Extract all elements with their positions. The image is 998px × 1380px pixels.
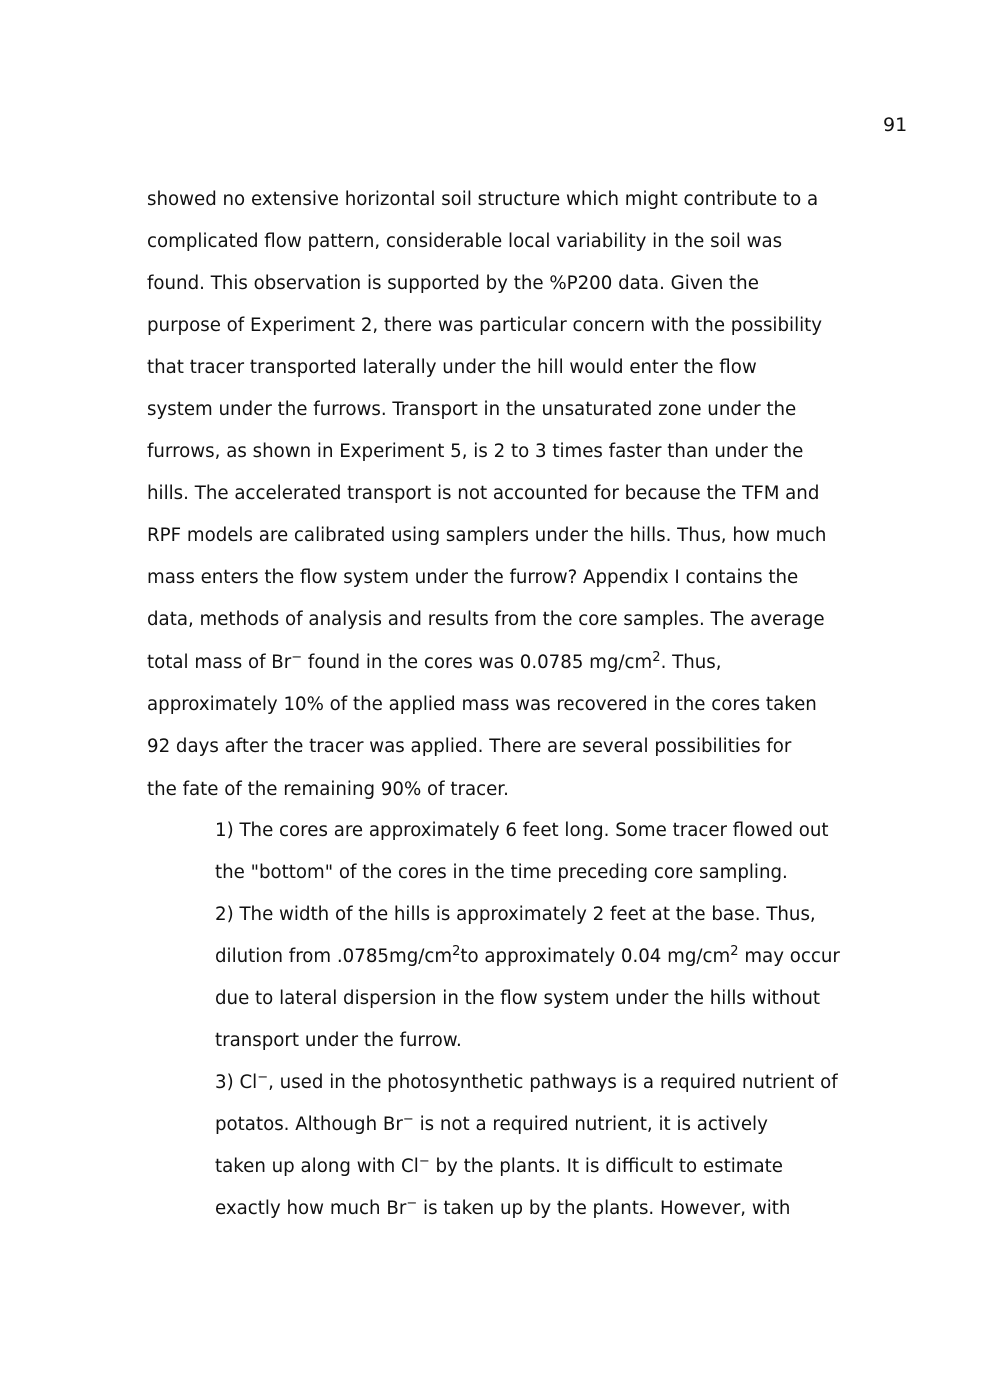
text-fragment: may occur <box>738 946 840 967</box>
text-line <box>215 1196 790 1222</box>
superscript: − <box>291 650 303 665</box>
superscript: − <box>402 1112 414 1127</box>
page-number: 91 <box>883 114 908 136</box>
text-line <box>215 1154 783 1180</box>
text-line: that tracer transported laterally under the hill would enter the flow <box>147 357 757 378</box>
text-line: the "bottom" of the cores in the time preceding core sampling. <box>215 862 788 883</box>
text-fragment: dilution from .0785mg/cm <box>215 946 453 967</box>
text-line <box>215 1112 768 1138</box>
text-line: 92 days after the tracer was applied. There are several possibilities for <box>147 736 792 757</box>
text-line: due to lateral dispersion in the flow system under the hills without <box>215 988 821 1009</box>
text-line <box>147 650 722 676</box>
text-line: transport under the furrow. <box>215 1030 462 1051</box>
superscript: 2 <box>730 944 739 959</box>
superscript: − <box>406 1196 418 1211</box>
text-fragment: taken up along with Cl <box>215 1156 419 1177</box>
text-line <box>215 1070 838 1096</box>
superscript: − <box>418 1154 430 1169</box>
text-fragment: . Thus, <box>660 652 722 673</box>
text-fragment: , used in the photosynthetic pathways is a required nutrient of <box>268 1072 838 1093</box>
superscript: 2 <box>652 650 661 665</box>
text-line: system under the furrows. Transport in the unsaturated zone under the <box>147 399 797 420</box>
text-line: found. This observation is supported by the %P200 data. Given the <box>147 273 759 294</box>
text-line: hills. The accelerated transport is not accounted for because the TFM and <box>147 483 820 504</box>
text-line: RPF models are calibrated using samplers under the hills. Thus, how much <box>147 525 827 546</box>
superscript: − <box>257 1070 269 1085</box>
text-fragment: by the plants. It is difficult to estimate <box>429 1156 783 1177</box>
text-fragment: exactly how much Br <box>215 1198 407 1219</box>
text-line: showed no extensive horizontal soil structure which might contribute to a <box>147 189 819 210</box>
text-line: complicated flow pattern, considerable local variability in the soil was <box>147 231 783 252</box>
text-fragment: to approximately 0.04 mg/cm <box>460 946 731 967</box>
text-line: 1) The cores are approximately 6 feet long. Some tracer flowed out <box>215 820 829 841</box>
text-fragment: found in the cores was 0.0785 mg/cm <box>302 652 653 673</box>
superscript: 2 <box>452 944 461 959</box>
text-line: furrows, as shown in Experiment 5, is 2 to 3 times faster than under the <box>147 441 804 462</box>
text-line: 2) The width of the hills is approximately 2 feet at the base. Thus, <box>215 904 816 925</box>
text-fragment: is not a required nutrient, it is actively <box>413 1114 768 1135</box>
text-fragment: is taken up by the plants. However, with <box>417 1198 791 1219</box>
text-fragment: 3) Cl <box>215 1072 258 1093</box>
text-line: data, methods of analysis and results from the core samples. The average <box>147 609 825 630</box>
text-fragment: potatos. Although Br <box>215 1114 403 1135</box>
text-line: mass enters the flow system under the furrow? Appendix I contains the <box>147 567 799 588</box>
text-line: approximately 10% of the applied mass was recovered in the cores taken <box>147 694 817 715</box>
text-line <box>215 944 840 970</box>
text-fragment: total mass of Br <box>147 652 292 673</box>
text-line: the fate of the remaining 90% of tracer. <box>147 779 509 800</box>
text-line: purpose of Experiment 2, there was particular concern with the possibility <box>147 315 823 336</box>
